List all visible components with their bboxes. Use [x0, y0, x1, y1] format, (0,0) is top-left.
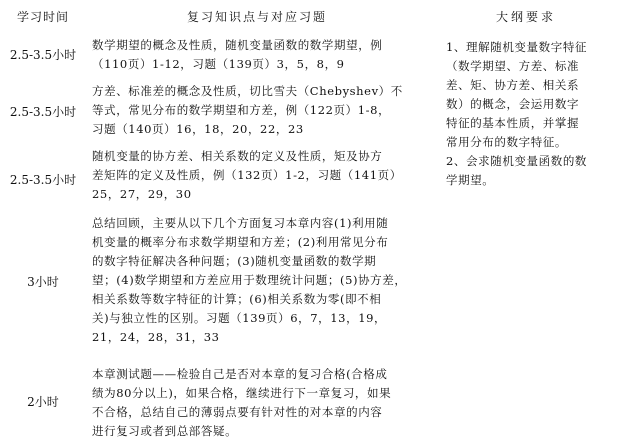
row-5-time: 2小时 [27, 395, 59, 409]
row-1-content: 数学期望的概念及性质，随机变量函数的数学期望，例 （110页）1-12，习题（139页）3，5，8，9 [92, 38, 383, 71]
header-syllabus-requirement: 大纲要求 [495, 10, 556, 24]
header-review-content: 复习知识点与对应习题 [186, 10, 327, 24]
row-1-time: 2.5-3.5小时 [9, 48, 77, 62]
row-3-time: 2.5-3.5小时 [9, 173, 77, 187]
row-2-time: 2.5-3.5小时 [9, 105, 77, 119]
row-4-content: 总结回顾，主要从以下几个方面复习本章内容(1)利用随 机变量的概率分布求数学期望和方差；(2)利用常见分布 的数字特征解决各种问题；(3)随机变量函数的数学期 望；(4)数学期望和方差应用于数理统计问题；(5)协方差， 相关系数等数字特征的计算；(6)相关系数为零(即不相 关)与独立性的区别。习题（139页）6，7，13，19， 21，24，28，31，33 [92, 216, 407, 344]
row-4-time: 3小时 [27, 275, 59, 289]
row-3-content: 随机变量的协方差、相关系数的定义及性质，矩及协方 差矩阵的定义及性质，例（132页）1-2，习题（141页） 25，27，29，30 [92, 149, 402, 201]
row-5-content: 本章测试题——检验自己是否对本章的复习合格(合格成 绩为80分以上)，如果合格，继续进行下一章复习，如果 不合格，总结自己的薄弱点要有针对性的对本章的内容 进行复习或者到总部答疑。 [92, 367, 392, 438]
requirement-2: 2、会求随机变量函数的数 学期望。 [446, 154, 588, 187]
row-2-content: 方差、标准差的概念及性质，切比雪夫（Chebyshev）不 等式，常见分布的数学期望和方差，例（122页）1-8， 习题（140页）16，18，20，22，23 [92, 84, 403, 136]
requirement-1: 1、理解随机变量数字特征 （数学期望、方差、标准 差、矩、协方差、相关系 数）的概念，会运用数字 特征的基本性质，并掌握 常用分布的数字特征。 [446, 40, 588, 149]
header-study-time: 学习时间 [16, 10, 69, 24]
